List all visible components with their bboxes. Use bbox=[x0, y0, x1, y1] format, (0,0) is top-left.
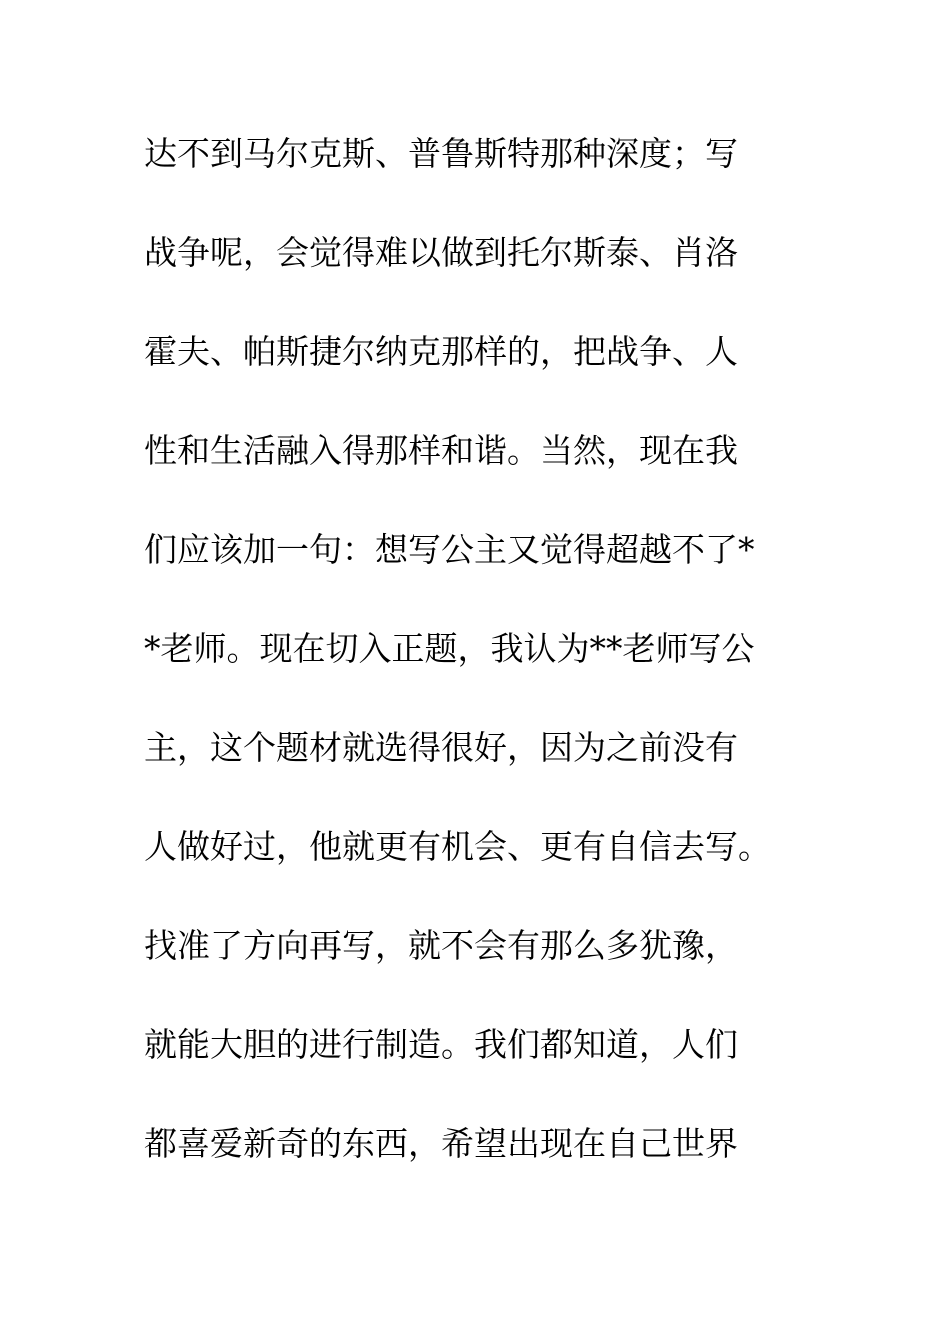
text-line: 主，这个题材就选得很好，因为之前没有 bbox=[144, 728, 738, 767]
text-line: 都喜爱新奇的东西，希望出现在自己世界 bbox=[144, 1124, 738, 1163]
text-line: 达不到马尔克斯、普鲁斯特那种深度；写 bbox=[144, 134, 738, 173]
text-line: 人做好过，他就更有机会、更有自信去写。 bbox=[144, 827, 771, 866]
text-line: 们应该加一句：想写公主又觉得超越不了* bbox=[144, 530, 755, 569]
text-line: 霍夫、帕斯捷尔纳克那样的，把战争、人 bbox=[144, 332, 738, 371]
text-line: 就能大胆的进行制造。我们都知道，人们 bbox=[144, 1025, 738, 1064]
text-line: 战争呢，会觉得难以做到托尔斯泰、肖洛 bbox=[144, 233, 738, 272]
text-line: *老师。现在切入正题，我认为**老师写公 bbox=[144, 629, 755, 668]
text-line: 性和生活融入得那样和谐。当然，现在我 bbox=[144, 431, 738, 470]
document-body bbox=[144, 124, 814, 1213]
text-line: 找准了方向再写，就不会有那么多犹豫， bbox=[144, 926, 738, 965]
